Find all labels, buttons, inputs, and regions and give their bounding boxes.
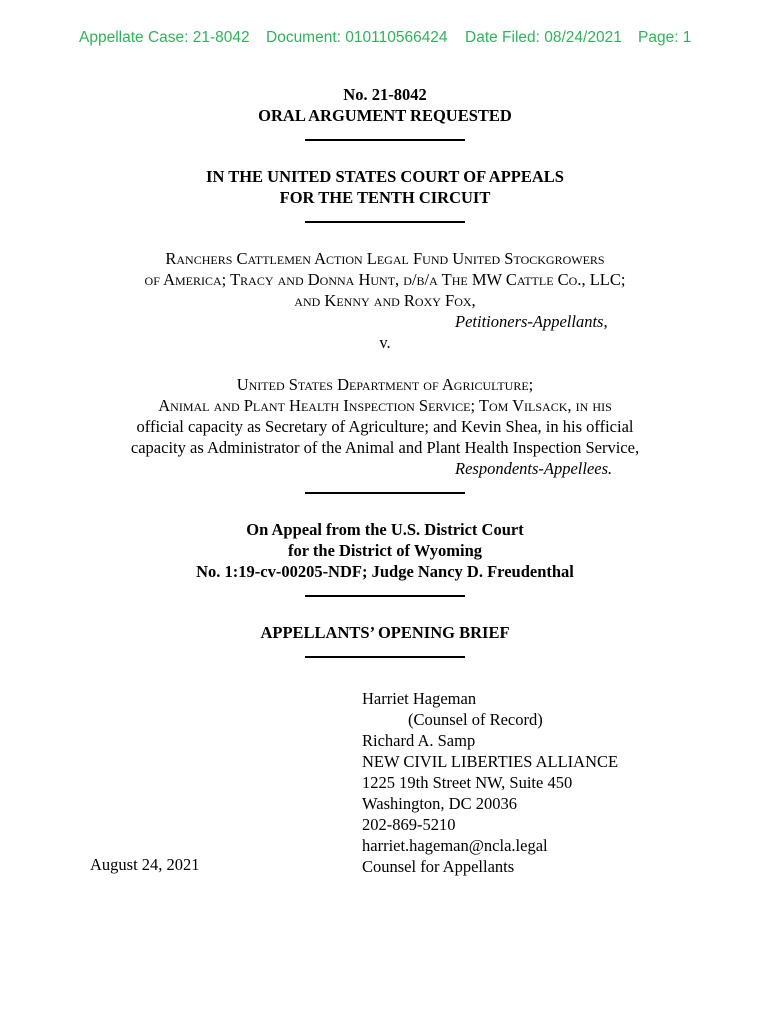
- counsel-name: Harriet Hageman: [362, 689, 477, 708]
- petitioners-line: Ranchers Cattlemen Action Legal Fund United Stockgrowers: [165, 249, 605, 268]
- respondents-line: Animal and Plant Health Inspection Service; Tom Vilsack, in his: [158, 396, 612, 415]
- respondents-line: United States Department of Agriculture;: [236, 375, 534, 394]
- appeal-line2: for the District of Wyoming: [288, 541, 482, 560]
- versus: v.: [379, 333, 391, 352]
- appeal-line1: On Appeal from the U.S. District Court: [246, 520, 524, 539]
- oral-argument-requested: ORAL ARGUMENT REQUESTED: [258, 106, 512, 125]
- court-name-line2: FOR THE TENTH CIRCUIT: [279, 188, 491, 207]
- case-number: Appellate Case: 21-8042: [79, 29, 250, 46]
- respondents-line: capacity as Administrator of the Animal and Plant Health Inspection Service,: [130, 438, 640, 457]
- court-name-line1: IN THE UNITED STATES COURT OF APPEALS: [206, 167, 564, 186]
- counsel-city: Washington, DC 20036: [362, 794, 517, 813]
- petitioners-role-line: [0, 311, 770, 332]
- petitioners-line: and Kenny and Roxy Fox,: [294, 291, 476, 310]
- filing-date: August 24, 2021: [90, 855, 200, 874]
- appeal-line3: No. 1:19-cv-00205-NDF; Judge Nancy D. Freudenthal: [196, 562, 574, 581]
- counsel-org: NEW CIVIL LIBERTIES ALLIANCE: [362, 752, 619, 771]
- date-filed: Date Filed: 08/24/2021: [465, 29, 622, 46]
- petitioners-line: of America; Tracy and Donna Hunt, d/b/a The MW Cattle Co., LLC;: [144, 270, 626, 289]
- docket-number: No. 21-8042: [343, 85, 427, 104]
- counsel-email: harriet.hageman@ncla.legal: [362, 836, 548, 855]
- respondents-role: Respondents-Appellees.: [455, 459, 613, 478]
- petitioners-role: Petitioners-Appellants: [455, 312, 604, 331]
- counsel-block: [362, 688, 618, 877]
- counsel-role: (Counsel of Record): [408, 710, 543, 729]
- counsel-address: 1225 19th Street NW, Suite 450: [362, 773, 573, 792]
- brief-title: APPELLANTS’ OPENING BRIEF: [260, 623, 510, 642]
- respondents-line: official capacity as Secretary of Agriculture; and Kevin Shea, in his official: [136, 417, 634, 436]
- counsel-name: Richard A. Samp: [362, 731, 476, 750]
- document-number: Document: 010110566424: [266, 29, 448, 46]
- role-punctuation: ,: [603, 312, 608, 331]
- page-number: Page: 1: [638, 29, 692, 46]
- counsel-phone: 202-869-5210: [362, 815, 456, 834]
- divider: [305, 656, 465, 658]
- brief-cover: [0, 84, 770, 658]
- respondents: [0, 374, 770, 479]
- counsel-designation: Counsel for Appellants: [362, 857, 515, 876]
- petitioners: [0, 248, 770, 332]
